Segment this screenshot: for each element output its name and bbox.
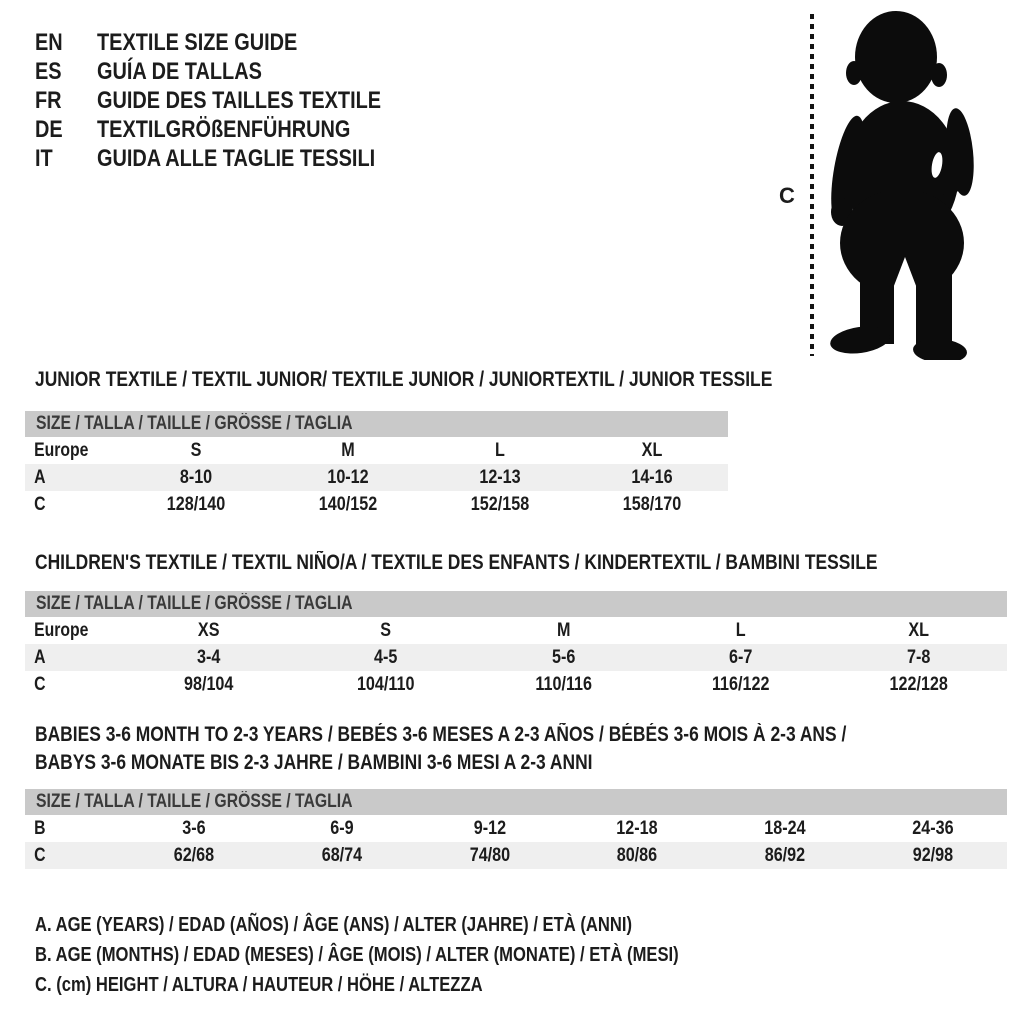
children-section-title: CHILDREN'S TEXTILE / TEXTIL NIÑO/A / TEXTILE DES ENFANTS / KINDERTEXTIL / BAMBINI TESSILE	[35, 551, 878, 574]
table-cell: 92/98	[912, 844, 954, 866]
language-title-list	[35, 28, 439, 173]
babies-size-table	[25, 789, 1007, 869]
table-row	[25, 842, 1007, 869]
table-header-label: SIZE / TALLA / TAILLE / GRÖSSE / TAGLIA	[36, 413, 353, 434]
table-cell: 12-13	[479, 466, 521, 488]
language-code: EN	[35, 29, 63, 56]
table-cell: 140/152	[318, 493, 378, 515]
language-row	[35, 144, 439, 173]
language-title: GUÍA DE TALLAS	[97, 58, 262, 85]
row-label: A	[34, 466, 46, 488]
table-cell: XL	[908, 619, 929, 641]
language-row	[35, 115, 439, 144]
table-cell: 62/68	[173, 844, 215, 866]
table-cell: 6-9	[330, 817, 354, 839]
table-cell: 9-12	[473, 817, 506, 839]
junior-section-title: JUNIOR TEXTILE / TEXTIL JUNIOR/ TEXTILE JUNIOR / JUNIORTEXTIL / JUNIOR TESSILE	[35, 368, 773, 391]
table-cell: 14-16	[631, 466, 673, 488]
babies-section-title	[35, 721, 1013, 777]
junior-size-table	[25, 411, 728, 518]
table-row	[25, 617, 1007, 644]
table-cell: 18-24	[764, 817, 806, 839]
language-title: GUIDE DES TAILLES TEXTILE	[97, 87, 382, 114]
toddler-silhouette-icon	[818, 10, 978, 360]
footnote-age-months: B. AGE (MONTHS) / EDAD (MESES) / ÂGE (MOIS) / ALTER (MONATE) / ETÀ (MESI)	[35, 944, 679, 966]
table-cell: 7-8	[906, 646, 931, 668]
table-cell: 5-6	[551, 646, 576, 668]
table-row	[25, 491, 728, 518]
table-row	[25, 437, 728, 464]
height-measure-dotted-line	[810, 14, 814, 356]
language-code: DE	[35, 116, 63, 143]
language-code: FR	[35, 87, 62, 114]
footnote-age-years: A. AGE (YEARS) / EDAD (AÑOS) / ÂGE (ANS) / ALTER (JAHRE) / ETÀ (ANNI)	[35, 914, 632, 936]
table-cell: 128/140	[166, 493, 226, 515]
language-row	[35, 28, 439, 57]
table-cell: M	[556, 619, 571, 641]
row-label: B	[34, 817, 46, 839]
table-row	[25, 671, 1007, 698]
table-cell: 98/104	[184, 673, 234, 695]
table-cell: M	[341, 439, 355, 461]
row-label: Europe	[34, 619, 89, 641]
language-title: GUIDA ALLE TAGLIE TESSILI	[97, 145, 376, 172]
table-cell: 6-7	[729, 646, 753, 668]
table-cell: 12-18	[616, 817, 659, 839]
table-cell: 3-6	[182, 817, 206, 839]
row-label: C	[34, 673, 46, 695]
table-header-label: SIZE / TALLA / TAILLE / GRÖSSE / TAGLIA	[36, 593, 353, 614]
table-cell: S	[380, 619, 392, 641]
language-code: IT	[35, 145, 53, 172]
table-header	[25, 789, 1007, 815]
footnotes	[35, 910, 811, 1000]
table-header	[25, 591, 1007, 617]
row-label: C	[34, 844, 46, 866]
table-cell: 10-12	[327, 466, 369, 488]
table-cell: 8-10	[179, 466, 213, 488]
language-code: ES	[35, 58, 62, 85]
language-row	[35, 86, 439, 115]
table-row	[25, 644, 1007, 671]
row-label: A	[34, 646, 46, 668]
table-header-label: SIZE / TALLA / TAILLE / GRÖSSE / TAGLIA	[36, 791, 353, 812]
table-cell: 116/122	[712, 673, 770, 695]
table-cell: 152/158	[470, 493, 530, 515]
table-cell: L	[735, 619, 746, 641]
row-label: C	[34, 493, 46, 515]
babies-title-line1: BABIES 3-6 MONTH TO 2-3 YEARS / BEBÉS 3-6 MESES A 2-3 AÑOS / BÉBÉS 3-6 MOIS À 2-3 ANS /	[35, 723, 847, 746]
babies-title-line2: BABYS 3-6 MONATE BIS 2-3 JAHRE / BAMBINI 3-6 MESI A 2-3 ANNI	[35, 751, 593, 774]
language-title: TEXTILGRÖßENFÜHRUNG	[97, 116, 351, 143]
table-cell: 68/74	[321, 844, 362, 866]
height-measure-label: C	[779, 183, 795, 208]
language-title: TEXTILE SIZE GUIDE	[97, 29, 298, 56]
table-cell: S	[190, 439, 202, 461]
table-cell: L	[495, 439, 505, 461]
table-cell: 74/80	[469, 844, 510, 866]
table-cell: 158/170	[622, 493, 682, 515]
table-cell: 24-36	[912, 817, 954, 839]
table-cell: 86/92	[765, 844, 806, 866]
table-cell: 4-5	[374, 646, 398, 668]
table-cell: XS	[197, 619, 220, 641]
table-cell: 3-4	[197, 646, 221, 668]
footnote-height-cm: C. (cm) HEIGHT / ALTURA / HAUTEUR / HÖHE / ALTEZZA	[35, 974, 483, 996]
table-row	[25, 815, 1007, 842]
table-cell: XL	[641, 439, 663, 461]
table-header	[25, 411, 728, 437]
table-cell: 110/116	[535, 673, 592, 695]
table-cell: 80/86	[617, 844, 658, 866]
table-cell: 104/110	[357, 673, 415, 695]
language-row	[35, 57, 439, 86]
children-size-table	[25, 591, 1007, 698]
table-row	[25, 464, 728, 491]
row-label: Europe	[34, 439, 89, 461]
table-cell: 122/128	[889, 673, 948, 695]
